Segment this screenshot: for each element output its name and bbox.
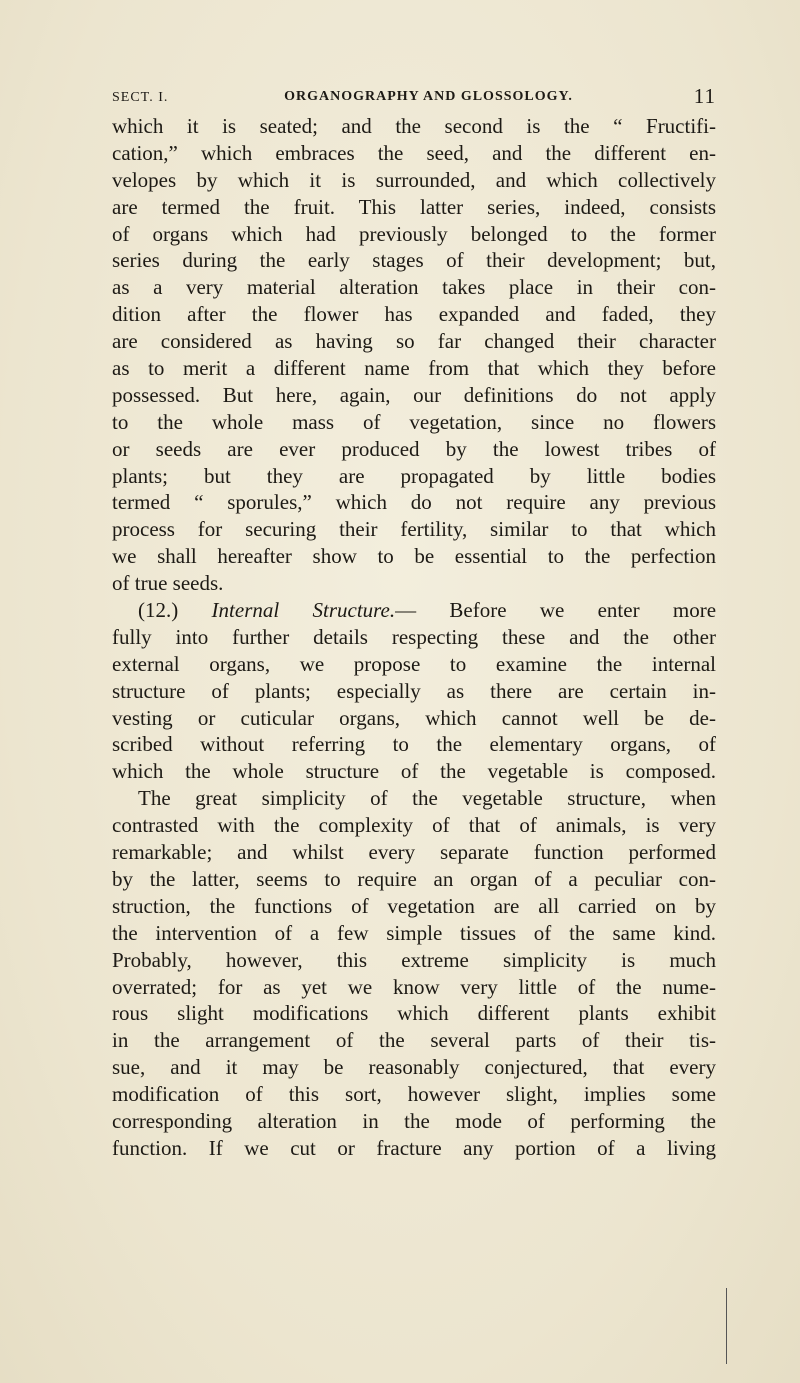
text-line: Probably, however, this extreme simplicity is much (112, 947, 716, 972)
running-title: ORGANOGRAPHY AND GLOSSOLOGY. (284, 89, 573, 104)
text-line: function. If we cut or fracture any portion of a living (112, 1135, 716, 1160)
text-line: sue, and it may be reasonably conjectured, that every (112, 1055, 716, 1080)
text-line: The great simplicity of the vegetable structure, when (138, 786, 716, 811)
text-line: corresponding alteration in the mode of performing the (112, 1108, 716, 1133)
page-number: 11 (693, 84, 716, 108)
text-line: we shall hereafter show to be essential to the perfection (112, 544, 716, 569)
text-line: fully into further details respecting these and the other (112, 624, 716, 649)
text-line: as to merit a different name from that which they before (112, 356, 716, 381)
text-line: of organs which had previously belonged to the former (112, 221, 716, 246)
text-line: the intervention of a few simple tissues of the same kind. (112, 920, 716, 945)
text-line: dition after the flower has expanded and faded, they (112, 302, 716, 327)
text-line: structure of plants; especially as there are certain in- (112, 678, 716, 703)
text-line: are termed the fruit. This latter series, indeed, consists (112, 194, 716, 219)
text-line: or seeds are ever produced by the lowest tribes of (112, 436, 716, 461)
text-line: in the arrangement of the several parts of their tis- (112, 1028, 716, 1053)
text-line: modification of this sort, however slight, implies some (112, 1082, 716, 1107)
text-line: scribed without referring to the elementary organs, of (112, 732, 716, 757)
text-line: cation,” which embraces the seed, and the different en- (112, 140, 716, 165)
text-line: which it is seated; and the second is the “ Fructifi- (112, 114, 716, 138)
section-title: Internal Structure. (211, 598, 396, 623)
text-line: overrated; for as yet we know very little of the nume- (112, 974, 716, 999)
section-heading-continuation: — Before we enter more (395, 598, 717, 623)
body-text (112, 113, 716, 1162)
running-head (112, 86, 716, 110)
text-line: series during the early stages of their development; but, (112, 248, 716, 273)
text-line: external organs, we propose to examine the internal (112, 651, 716, 676)
text-line: struction, the functions of vegetation are all carried on by (112, 893, 716, 918)
text-line: termed “ sporules,” which do not require any previous (112, 490, 716, 515)
text-line: rous slight modifications which different plants exhibit (112, 1001, 716, 1026)
text-line: contrasted with the complexity of that of animals, is very (112, 813, 716, 838)
text-line: vesting or cuticular organs, which cannot well be de- (112, 705, 716, 730)
text-line: of true seeds. (112, 571, 224, 596)
text-line: possessed. But here, again, our definitions do not apply (112, 382, 716, 407)
section-label: SECT. I. (112, 90, 169, 105)
text-line: velopes by which it is surrounded, and which collectively (112, 167, 716, 192)
text-line: remarkable; and whilst every separate function performed (112, 840, 716, 865)
text-line: which the whole structure of the vegetable is composed. (112, 759, 716, 784)
text-line: plants; but they are propagated by little bodies (112, 463, 716, 488)
section-heading-line (112, 597, 716, 624)
section-number: (12.) (138, 598, 179, 623)
text-line: process for securing their fertility, similar to that which (112, 517, 716, 542)
margin-bracket-mark (720, 1288, 727, 1364)
text-line: by the latter, seems to require an organ of a peculiar con- (112, 866, 716, 891)
text-line: as a very material alteration takes place in their con- (112, 275, 716, 300)
text-line: to the whole mass of vegetation, since no flowers (112, 409, 716, 434)
text-line: are considered as having so far changed their character (112, 329, 716, 354)
